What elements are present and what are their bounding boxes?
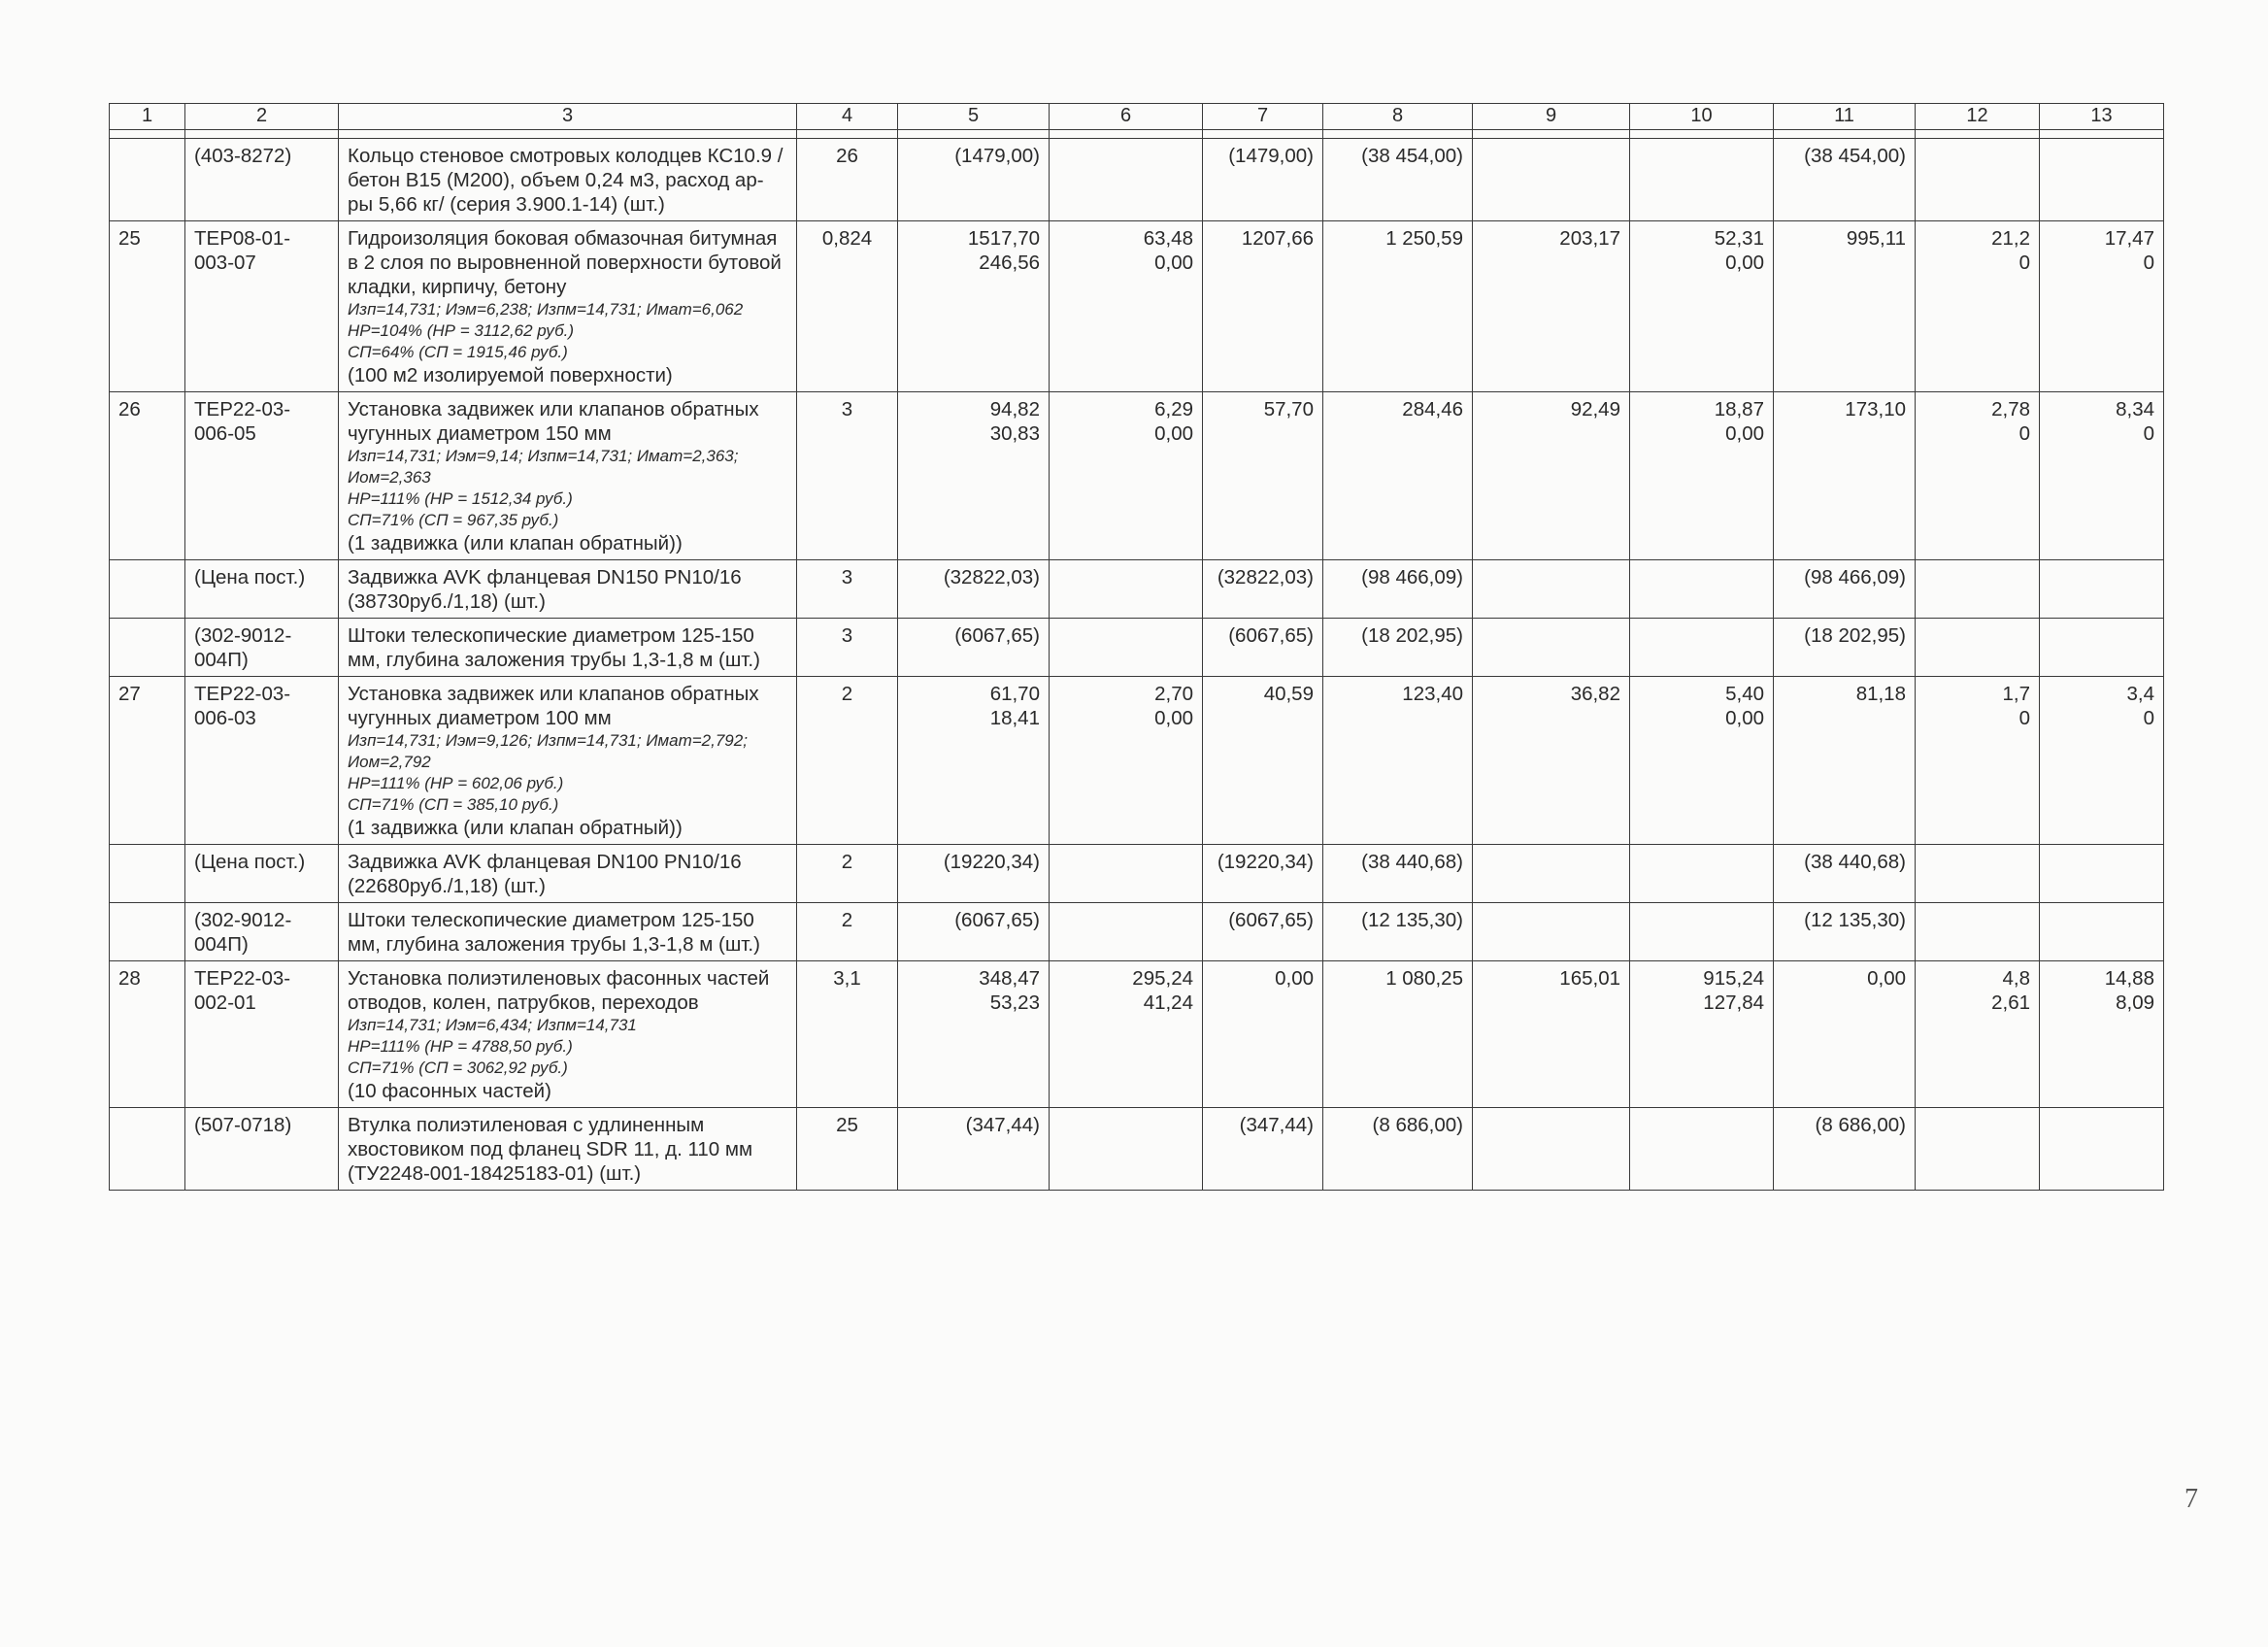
unit-cost-total-cell-total: 94,82 (989, 398, 1040, 420)
description-cell (339, 961, 797, 1108)
unit-cost-machines-cell (1050, 221, 1203, 392)
unit-cost-total-cell-wages: 246,56 (979, 252, 1040, 274)
total-cost-cell: (8 686,00) (1323, 1108, 1473, 1191)
labor-per-unit-cell (1916, 903, 2040, 961)
estimate-item-row (110, 961, 2164, 1108)
unit-cost-machines-cell (1050, 560, 1203, 619)
labor-total-cell-wages: 8,09 (2116, 992, 2154, 1014)
column-number: 12 (1916, 104, 2040, 130)
column-number: 8 (1323, 104, 1473, 130)
quantity-cell: 2 (797, 845, 898, 903)
measurement-unit-text: (100 м2 изолируемой поверхности) (348, 364, 673, 387)
unit-cost-total-cell-total: 348,47 (979, 967, 1040, 990)
unit-cost-materials-cell: (6067,65) (1203, 903, 1323, 961)
quantity-cell: 3 (797, 560, 898, 619)
unit-cost-total-cell-wages: 53,23 (989, 992, 1040, 1014)
labor-total-cell (2040, 221, 2164, 392)
labor-total-cell-total: 14,88 (2104, 967, 2154, 990)
unit-cost-total-cell-total: (347,44) (965, 1114, 1040, 1136)
description-cell (339, 221, 797, 392)
rate-code-cell: (Цена пост.) (185, 845, 339, 903)
item-number-cell (110, 560, 185, 619)
coefficients-text: Изп=14,731; Иэм=9,126; Изпм=14,731; Имат=2,792; Иом=2,792 НР=111% (НР = 602,06 руб.) СП=71% (СП = 385,10 руб.) (348, 731, 748, 814)
labor-total-cell (2040, 677, 2164, 845)
item-number-cell (110, 139, 185, 221)
unit-cost-total-cell-total: (6067,65) (954, 624, 1040, 647)
rate-code-cell: (403-8272) (185, 139, 339, 221)
labor-per-unit-cell (1916, 221, 2040, 392)
item-number-cell (110, 1108, 185, 1191)
unit-cost-total-cell-wages: 18,41 (989, 707, 1040, 729)
labor-per-unit-cell (1916, 392, 2040, 560)
labor-per-unit-cell (1916, 677, 2040, 845)
unit-cost-machines-cell (1050, 619, 1203, 677)
description-cell (339, 677, 797, 845)
unit-cost-machines-cell (1050, 845, 1203, 903)
total-materials-cell: 81,18 (1774, 677, 1916, 845)
total-cost-cell: (18 202,95) (1323, 619, 1473, 677)
total-materials-cell: (98 466,09) (1774, 560, 1916, 619)
unit-cost-machines-cell-wages: 0,00 (1154, 707, 1193, 729)
total-cost-cell: 284,46 (1323, 392, 1473, 560)
total-cost-cell: (38 440,68) (1323, 845, 1473, 903)
column-number-header-row (110, 104, 2164, 130)
total-wages-cell: 203,17 (1473, 221, 1630, 392)
quantity-cell: 3 (797, 392, 898, 560)
resource-subrow (110, 139, 2164, 221)
total-machines-cell (1630, 392, 1774, 560)
unit-cost-total-cell-total: 61,70 (989, 683, 1040, 705)
total-machines-cell (1630, 961, 1774, 1108)
labor-total-cell (2040, 845, 2164, 903)
estimate-item-row (110, 221, 2164, 392)
labor-total-cell (2040, 392, 2164, 560)
quantity-cell: 2 (797, 677, 898, 845)
total-machines-cell (1630, 619, 1774, 677)
description-cell (339, 1108, 797, 1191)
labor-total-cell (2040, 560, 2164, 619)
unit-cost-total-cell (898, 392, 1050, 560)
total-machines-cell (1630, 139, 1774, 221)
description-text: Установка задвижек или клапанов обратных чугунных диаметром 150 мм (348, 398, 759, 445)
unit-cost-machines-cell (1050, 392, 1203, 560)
unit-cost-machines-cell (1050, 1108, 1203, 1191)
labor-total-cell-wages: 0 (2143, 252, 2154, 274)
unit-cost-total-cell-total: (32822,03) (943, 566, 1040, 588)
total-cost-cell: 1 080,25 (1323, 961, 1473, 1108)
labor-per-unit-cell-wages: 2,61 (1991, 992, 2030, 1014)
total-wages-cell (1473, 139, 1630, 221)
rate-code-cell: (507-0718) (185, 1108, 339, 1191)
total-machines-cell (1630, 560, 1774, 619)
description-text: Штоки телескопические диаметром 125-150 мм, глубина заложения трубы 1,3-1,8 м (шт.) (348, 909, 760, 956)
labor-total-cell-wages: 0 (2143, 707, 2154, 729)
labor-per-unit-cell-wages: 0 (2018, 252, 2030, 274)
labor-per-unit-cell (1916, 139, 2040, 221)
unit-cost-machines-cell-total: 2,70 (1154, 683, 1193, 705)
unit-cost-machines-cell-total: 6,29 (1154, 398, 1193, 420)
coefficients-text: Изп=14,731; Иэм=6,434; Изпм=14,731 НР=111% (НР = 4788,50 руб.) СП=71% (СП = 3062,92 руб.) (348, 1016, 637, 1077)
total-machines-cell-total: 18,87 (1714, 398, 1764, 420)
item-number-cell: 27 (110, 677, 185, 845)
estimate-item-row (110, 677, 2164, 845)
unit-cost-total-cell (898, 961, 1050, 1108)
unit-cost-materials-cell: (6067,65) (1203, 619, 1323, 677)
unit-cost-total-cell (898, 677, 1050, 845)
unit-cost-machines-cell (1050, 139, 1203, 221)
unit-cost-materials-cell: (32822,03) (1203, 560, 1323, 619)
unit-cost-total-cell (898, 1108, 1050, 1191)
labor-per-unit-cell (1916, 619, 2040, 677)
labor-per-unit-cell (1916, 1108, 2040, 1191)
description-cell (339, 560, 797, 619)
total-materials-cell: (18 202,95) (1774, 619, 1916, 677)
rate-code-cell: (Цена пост.) (185, 560, 339, 619)
unit-cost-materials-cell: 1207,66 (1203, 221, 1323, 392)
rate-code-cell: ТЕР22-03-006-03 (185, 677, 339, 845)
total-machines-cell (1630, 845, 1774, 903)
labor-per-unit-cell-total: 1,7 (2002, 683, 2030, 705)
coefficients-text: Изп=14,731; Иэм=9,14; Изпм=14,731; Имат=2,363; Иом=2,363 НР=111% (НР = 1512,34 руб.) СП=71% (СП = 967,35 руб.) (348, 447, 739, 529)
item-number-cell (110, 845, 185, 903)
column-number: 3 (339, 104, 797, 130)
measurement-unit-text: (1 задвижка (или клапан обратный)) (348, 532, 683, 555)
estimate-table (109, 103, 2164, 1191)
rate-code-cell: (302-9012-004П) (185, 619, 339, 677)
labor-per-unit-cell-total: 2,78 (1991, 398, 2030, 420)
labor-total-cell (2040, 619, 2164, 677)
unit-cost-machines-cell-total: 295,24 (1132, 967, 1193, 990)
quantity-cell: 3 (797, 619, 898, 677)
unit-cost-machines-cell (1050, 961, 1203, 1108)
unit-cost-total-cell (898, 560, 1050, 619)
description-cell (339, 139, 797, 221)
quantity-cell: 0,824 (797, 221, 898, 392)
total-materials-cell: (12 135,30) (1774, 903, 1916, 961)
unit-cost-total-cell-wages: 30,83 (989, 422, 1040, 445)
description-text: Втулка полиэтиленовая с удлиненным хвостовиком под фланец SDR 11, д. 110 мм (ТУ2248-001-18425183-01) (шт.) (348, 1114, 753, 1185)
total-machines-cell-total: 5,40 (1725, 683, 1764, 705)
unit-cost-total-cell (898, 845, 1050, 903)
quantity-cell: 26 (797, 139, 898, 221)
labor-per-unit-cell (1916, 560, 2040, 619)
description-text: Гидроизоляция боковая обмазочная битумная в 2 слоя по выровненной поверхности бутовой кладки, кирпичу, бетону (348, 227, 782, 298)
labor-per-unit-cell-wages: 0 (2018, 422, 2030, 445)
description-text: Установка задвижек или клапанов обратных чугунных диаметром 100 мм (348, 683, 759, 729)
column-number: 1 (110, 104, 185, 130)
column-number: 10 (1630, 104, 1774, 130)
unit-cost-materials-cell: 0,00 (1203, 961, 1323, 1108)
total-cost-cell: (98 466,09) (1323, 560, 1473, 619)
total-wages-cell: 92,49 (1473, 392, 1630, 560)
total-materials-cell: 995,11 (1774, 221, 1916, 392)
total-machines-cell-wages: 0,00 (1725, 422, 1764, 445)
labor-total-cell-total: 17,47 (2104, 227, 2154, 250)
rate-code-cell: ТЕР08-01-003-07 (185, 221, 339, 392)
total-wages-cell (1473, 845, 1630, 903)
unit-cost-machines-cell-total: 63,48 (1143, 227, 1193, 250)
column-number: 6 (1050, 104, 1203, 130)
total-machines-cell (1630, 1108, 1774, 1191)
total-wages-cell: 165,01 (1473, 961, 1630, 1108)
total-machines-cell (1630, 221, 1774, 392)
item-number-cell (110, 619, 185, 677)
header-spacer-row (110, 130, 2164, 139)
total-wages-cell (1473, 903, 1630, 961)
total-machines-cell (1630, 903, 1774, 961)
labor-per-unit-cell-total: 4,8 (2002, 967, 2030, 990)
unit-cost-materials-cell: (347,44) (1203, 1108, 1323, 1191)
rate-code-cell: ТЕР22-03-006-05 (185, 392, 339, 560)
total-cost-cell: (12 135,30) (1323, 903, 1473, 961)
unit-cost-total-cell-total: (1479,00) (954, 145, 1040, 167)
total-cost-cell: 123,40 (1323, 677, 1473, 845)
labor-total-cell-total: 8,34 (2116, 398, 2154, 420)
labor-total-cell (2040, 903, 2164, 961)
description-text: Кольцо стеновое смотровых колодцев КС10.9 /бетон В15 (М200), объем 0,24 м3, расход ар-ры 5,66 кг/ (серия 3.900.1-14) (шт.) (348, 145, 784, 216)
unit-cost-total-cell-total: (6067,65) (954, 909, 1040, 931)
labor-total-cell (2040, 139, 2164, 221)
column-number: 11 (1774, 104, 1916, 130)
unit-cost-materials-cell: (1479,00) (1203, 139, 1323, 221)
description-text: Задвижка AVK фланцевая DN150 PN10/16 (38730руб./1,18) (шт.) (348, 566, 742, 613)
item-number-cell: 28 (110, 961, 185, 1108)
total-wages-cell (1473, 560, 1630, 619)
total-machines-cell-total: 52,31 (1714, 227, 1764, 250)
description-text: Задвижка AVK фланцевая DN100 PN10/16 (22680руб./1,18) (шт.) (348, 851, 742, 897)
column-number: 13 (2040, 104, 2164, 130)
column-number: 5 (898, 104, 1050, 130)
column-number: 4 (797, 104, 898, 130)
labor-per-unit-cell (1916, 845, 2040, 903)
unit-cost-materials-cell: 57,70 (1203, 392, 1323, 560)
total-machines-cell-wages: 127,84 (1703, 992, 1764, 1014)
total-cost-cell: (38 454,00) (1323, 139, 1473, 221)
unit-cost-machines-cell-wages: 0,00 (1154, 422, 1193, 445)
total-materials-cell: 173,10 (1774, 392, 1916, 560)
unit-cost-total-cell (898, 221, 1050, 392)
unit-cost-total-cell (898, 903, 1050, 961)
rate-code-cell: ТЕР22-03-002-01 (185, 961, 339, 1108)
labor-total-cell (2040, 961, 2164, 1108)
coefficients-text: Изп=14,731; Иэм=6,238; Изпм=14,731; Имат=6,062 НР=104% (НР = 3112,62 руб.) СП=64% (СП = 1915,46 руб.) (348, 300, 744, 361)
total-wages-cell: 36,82 (1473, 677, 1630, 845)
total-machines-cell-wages: 0,00 (1725, 707, 1764, 729)
labor-total-cell-total: 3,4 (2126, 683, 2154, 705)
description-text: Установка полиэтиленовых фасонных частей отводов, колен, патрубков, переходов (348, 967, 770, 1014)
measurement-unit-text: (10 фасонных частей) (348, 1080, 551, 1102)
unit-cost-total-cell-total: (19220,34) (943, 851, 1040, 873)
unit-cost-total-cell-total: 1517,70 (967, 227, 1040, 250)
labor-total-cell (2040, 1108, 2164, 1191)
resource-subrow (110, 845, 2164, 903)
item-number-cell: 25 (110, 221, 185, 392)
item-number-cell (110, 903, 185, 961)
resource-subrow (110, 903, 2164, 961)
unit-cost-total-cell (898, 619, 1050, 677)
unit-cost-machines-cell-wages: 0,00 (1154, 252, 1193, 274)
unit-cost-total-cell (898, 139, 1050, 221)
column-number: 9 (1473, 104, 1630, 130)
unit-cost-machines-cell-wages: 41,24 (1143, 992, 1193, 1014)
resource-subrow (110, 560, 2164, 619)
total-materials-cell: (38 454,00) (1774, 139, 1916, 221)
total-materials-cell: (38 440,68) (1774, 845, 1916, 903)
description-cell (339, 619, 797, 677)
labor-per-unit-cell-total: 21,2 (1991, 227, 2030, 250)
unit-cost-machines-cell (1050, 677, 1203, 845)
quantity-cell: 2 (797, 903, 898, 961)
labor-per-unit-cell (1916, 961, 2040, 1108)
quantity-cell: 3,1 (797, 961, 898, 1108)
total-wages-cell (1473, 1108, 1630, 1191)
labor-total-cell-wages: 0 (2143, 422, 2154, 445)
total-wages-cell (1473, 619, 1630, 677)
resource-subrow (110, 619, 2164, 677)
column-number: 2 (185, 104, 339, 130)
total-machines-cell (1630, 677, 1774, 845)
unit-cost-machines-cell (1050, 903, 1203, 961)
unit-cost-materials-cell: (19220,34) (1203, 845, 1323, 903)
description-text: Штоки телескопические диаметром 125-150 мм, глубина заложения трубы 1,3-1,8 м (шт.) (348, 624, 760, 671)
estimate-item-row (110, 392, 2164, 560)
item-number-cell: 26 (110, 392, 185, 560)
rate-code-cell: (302-9012-004П) (185, 903, 339, 961)
measurement-unit-text: (1 задвижка (или клапан обратный)) (348, 817, 683, 839)
description-cell (339, 845, 797, 903)
total-materials-cell: (8 686,00) (1774, 1108, 1916, 1191)
total-machines-cell-wages: 0,00 (1725, 252, 1764, 274)
labor-per-unit-cell-wages: 0 (2018, 707, 2030, 729)
estimate-table-body (110, 104, 2164, 1191)
total-cost-cell: 1 250,59 (1323, 221, 1473, 392)
resource-subrow (110, 1108, 2164, 1191)
page-number: 7 (2185, 1484, 2198, 1514)
column-number: 7 (1203, 104, 1323, 130)
description-cell (339, 903, 797, 961)
description-cell (339, 392, 797, 560)
quantity-cell: 25 (797, 1108, 898, 1191)
unit-cost-materials-cell: 40,59 (1203, 677, 1323, 845)
total-machines-cell-total: 915,24 (1703, 967, 1764, 990)
total-materials-cell: 0,00 (1774, 961, 1916, 1108)
